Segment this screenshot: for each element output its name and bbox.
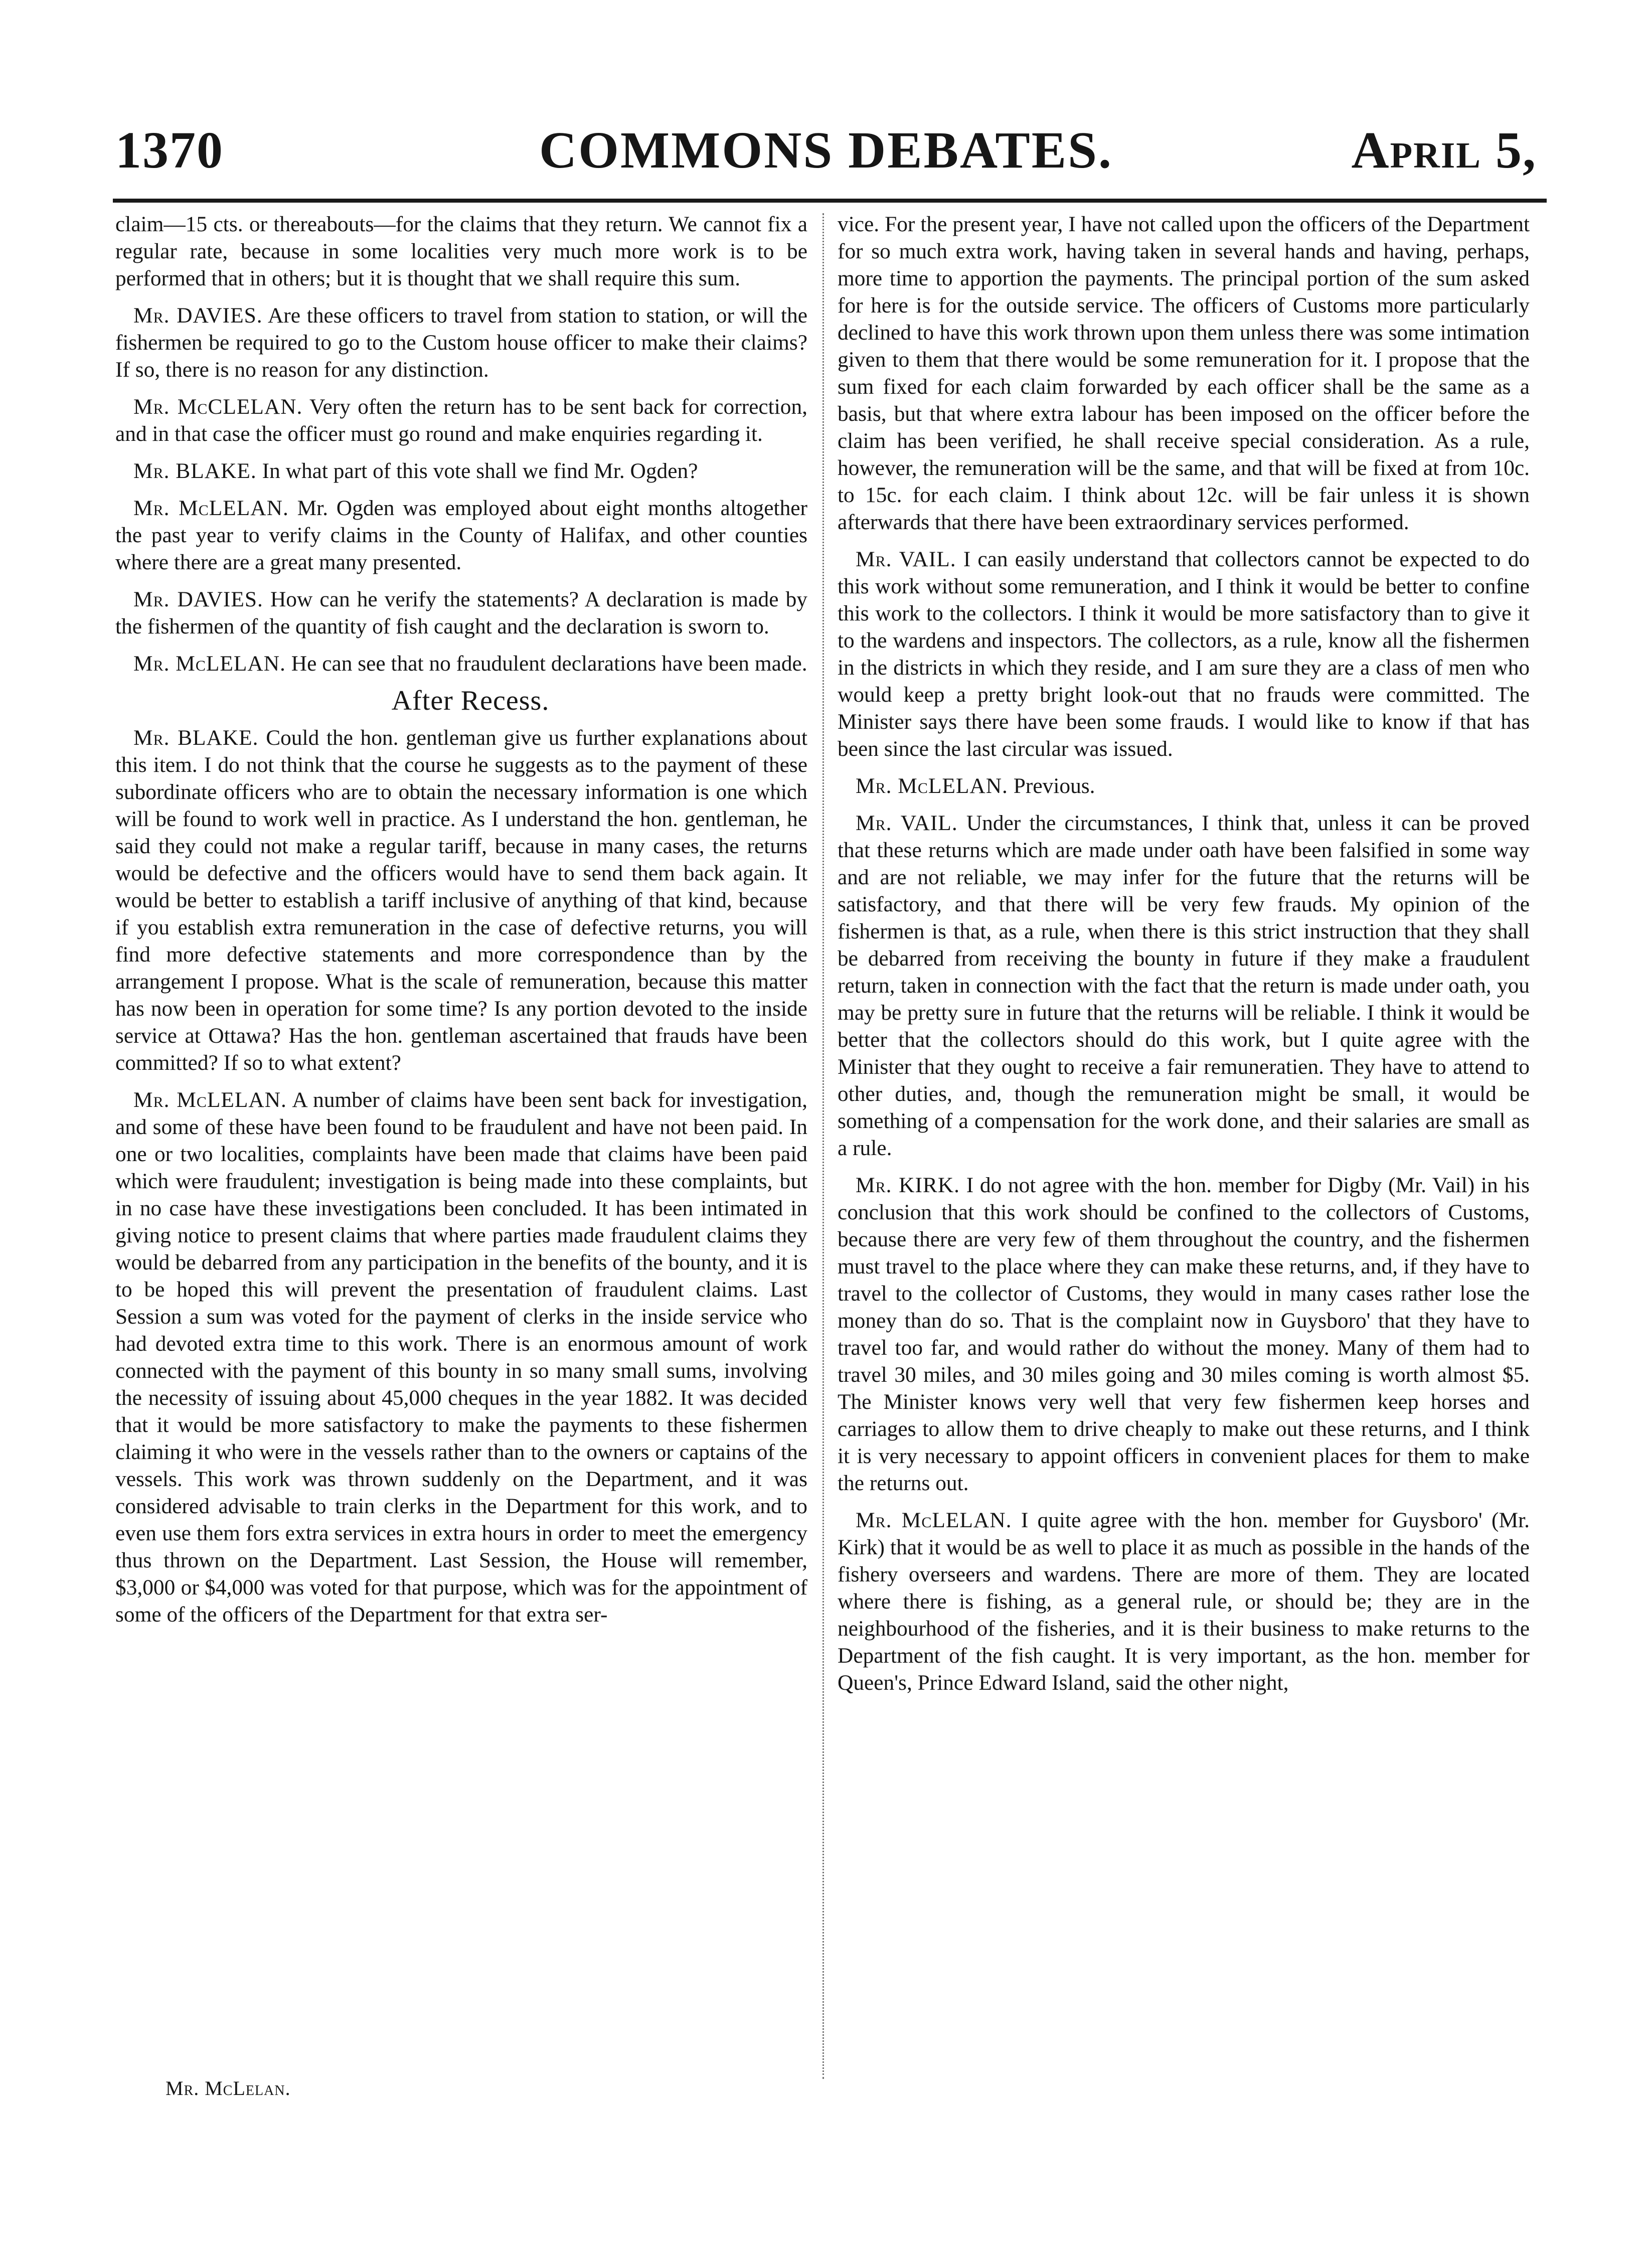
column-divider [822,213,824,2079]
paragraph-text: Previous. [1013,774,1095,798]
speaker-name: Mr. DAVIES. [133,303,263,328]
paragraph-text: I quite agree with the hon. member for Guysboro' (Mr. Kirk) that it would be as well to place it as much as possible in the hands of the fishery overseers and wardens. There are more of them. They are located where there is fishing, as a general rule, or should be; they are in the neighbourhood of the fisheries, and it is their business to make returns to the Department of the fish caught. It is very important, as the hon. member for Queen's, Prince Edward Island, said the other night, [838,1508,1530,1695]
speaker-name: Mr. McLELAN. [856,1508,1012,1532]
paragraph-text: I do not agree with the hon. member for Digby (Mr. Vail) in his conclusion that this work should be confined to the collectors of Customs, because there are very few of them throughout the country, and the fishermen must travel to the place where they can make these returns, and, if they have to travel to the collector of Customs, they would in many cases rather lose the money than do so. That is the complaint now in Guysboro' that they have to travel too far, and would rather do without the money. Many of them had to travel 30 miles, and 30 miles going and 30 miles coming is worth almost $5. The Minister knows very well that very few fishermen keep horses and carriages to allow them to drive cheaply to make out these returns, and I think it is very necessary to appoint officers in convenient places for them to make the returns out. [838,1173,1530,1495]
paragraph-text: In what part of this vote shall we find Mr. Ogden? [262,459,698,483]
speaker-name: Mr. KIRK. [856,1173,960,1197]
paragraph [838,546,1530,762]
speaker-name: Mr. McLELAN. [133,496,289,520]
paragraph-text: How can he verify the statements? A declaration is made by the fishermen of the quantity of fish caught and the declaration is sworn to. [115,587,807,638]
speaker-name: Mr. VAIL. [856,547,956,571]
paragraph [115,457,807,485]
paragraph-text: He can see that no fraudulent declarations have been made. [291,652,807,676]
paragraph [115,495,807,576]
header-rule [113,199,1547,203]
section-heading: After Recess. [391,685,550,716]
speaker-name: Mr. McLELAN. [856,774,1008,798]
paragraph-text: A number of claims have been sent back for investigation, and some of these have been found to be fraudulent and have not been paid. In one or two localities, complaints have been made that claims have been paid which were fraudulent; investigation is being made into these complaints, but in no case have these investigations been concluded. It has been intimated in giving notice to present claims that where parties made fraudulent claims they would be debarred from any participation in the benefits of the bounty, and it is to be hoped this will prevent the presentation of fraudulent claims. Last Session a sum was voted for the payment of clerks in the inside service who had devoted extra time to this work. There is an enormous amount of work connected with the payment of this bounty in so many small sums, involving the necessity of issuing about 45,000 cheques in the year 1882. It was decided that it would be more satisfactory to make the payments to these fishermen claiming it who were in the vessels rather than to the owners or captains of the vessels. This work was thrown suddenly on the Department, and it was considered advisable to train clerks in the Department for this work, and to even use them fors extra services in extra hours in order to meet the emergency thus thrown on the Department. Last Session, the House will remember, $3,000 or $4,000 was voted for that purpose, which was for the appointment of some of the officers of the Department for that extra ser- [115,1088,807,1627]
paragraph [115,302,807,383]
left-column [115,211,807,1638]
paragraph [115,724,807,1076]
speaker-name: Mr. McCLELAN. [133,395,303,419]
speaker-name: Mr. BLAKE. [133,459,257,483]
paragraph-text: Mr. Ogden was employed about eight months altogether the past year to verify claims in the County of Halifax, and other counties where there are a great many presented. [115,496,807,574]
header-date: April 5, [1351,121,1537,179]
paragraph [115,650,807,677]
paragraph-text: claim—15 cts. or thereabouts—for the claims that they return. We cannot fix a regular rate, because in some localities very much more work is to be performed that in others; but it is thought that we shall require this sum. [115,212,807,290]
speaker-name: Mr. VAIL. [856,811,958,835]
speaker-name: Mr. BLAKE. [133,726,259,750]
speaker-name: Mr. DAVIES. [133,587,263,611]
speaker-name: Mr. McLELAN. [133,1088,287,1112]
paragraph-text: Under the circumstances, I think that, unless it can be proved that these returns which are made under oath have been falsified in some way and are not reliable, we may infer for the future that the returns will be satisfactory, and that there will be very few frauds. My opinion of the fishermen is that, as a rule, when there is this strict instruction that they shall be debarred from receiving the bounty in future if they make a fraudulent return, taken in connection with the fact that the return is made under oath, you may be pretty sure in future that the returns will be reliable. I think it would be better that the collectors should do this work, but I quite agree with the Minister that they ought to receive a fair remuneratien. They have to attend to other duties, and, though the remuneration might be small, it would be something of a compensation for the work done, and their salaries are small as a rule. [838,811,1530,1160]
paragraph-text: Are these officers to travel from station to station, or will the fishermen be required to go to the Custom house officer to make their claims? If so, there is no reason for any distinction. [115,303,808,382]
paragraph-text: Very often the return has to be sent back for correction, and in that case the officer must go round and make enquiries regarding it. [115,395,807,446]
paragraph [838,810,1530,1162]
paragraph [838,211,1530,536]
paragraph-text: vice. For the present year, I have not called upon the officers of the Department for so much extra work, having taken in several hands and having, perhaps, more time to apportion the payments. The principal portion of the sum asked for here is for the outside service. The officers of Customs more particularly declined to have this work thrown upon them unless there was some intimation given to them that there would be some remuneration for it. I propose that the sum fixed for each claim forwarded by each officer shall be the same as a basis, but that where extra labour has been imposed on the officer before the claim has been verified, he shall receive special consideration. As a rule, however, the remuneration will be the same, and that will be fixed at from 10c. to 15c. for each claim. I think about 12c. will be fair unless it is shown afterwards that there have been extraordinary services performed. [838,212,1530,534]
paragraph [115,1086,807,1628]
page-header [115,115,1537,181]
footer-signature: Mr. McLelan. [166,2077,291,2100]
running-title: COMMONS DEBATES. [539,121,1113,179]
page-number: 1370 [115,121,224,179]
paragraph-text: Could the hon. gentleman give us further explanations about this item. I do not think that the course he suggests as to the payment of these subordinate officers who are to obtain the necessary information is one which will be found to work well in practice. As I understand the hon. gentleman, he said they could not make a regular tariff, because in many cases, the returns would be defective and the officers would have to send them back again. It would be better to establish a tariff inclusive of anything of that kind, because if you establish extra remuneration in the case of defective returns, you will find more defective statements and more correspondence than by the arrangement I propose. What is the scale of remuneration, because this matter has now been in operation for some time? Is any portion devoted to the inside service at Ottawa? Has the hon. gentleman ascertained that frauds have been committed? If so to what extent? [115,726,807,1075]
paragraph [838,1172,1530,1497]
paragraph [838,772,1530,799]
paragraph [838,1507,1530,1696]
paragraph-text: I can easily understand that collectors cannot be expected to do this work without some remuneration, and I think it would be better to confine this work to the collectors. I think it would be more satisfactory than to give it to the wardens and inspectors. The collectors, as a rule, know all the fishermen in the districts in which they reside, and I am sure they are a class of men who would keep a pretty bright look-out that no frauds were committed. The Minister says there have been some frauds. I would like to know if that has been since the last circular was issued. [838,547,1530,761]
paragraph [115,586,807,640]
paragraph [115,393,807,447]
right-column [838,211,1530,1706]
paragraph [115,211,807,292]
speaker-name: Mr. McLELAN. [133,652,286,676]
